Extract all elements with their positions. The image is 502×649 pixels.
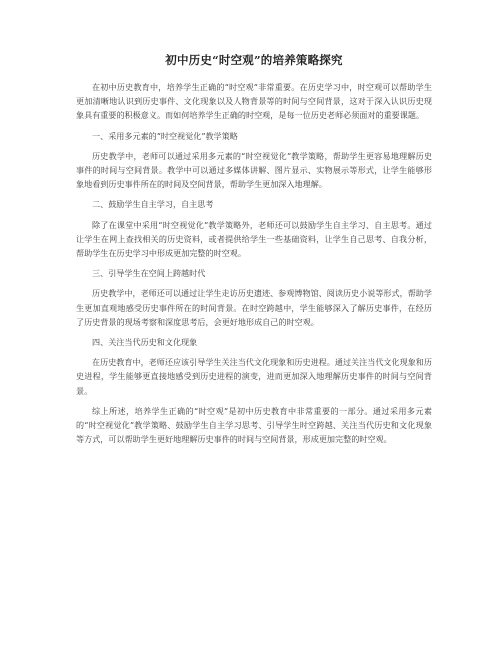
section-heading-2: 二、鼓励学生自主学习，自主思考: [92, 199, 214, 210]
section-heading-3: 三、引导学生在空间上跨越时代: [92, 268, 206, 279]
section-body-1: 历史教学中，老师可以通过采用多元素的“时空视觉化”教学策略，帮助学生更容易地理解历史事件的时间与空间背景。教学中可以通过多媒体讲解、图片显示、实物展示等形式，让学生能够形象地看到历史事件所在的时间及空间背景，帮助学生更加深入地理解。: [76, 150, 432, 190]
section-body-2: 除了在课堂中采用“时空视觉化”教学策略外，老师还可以鼓励学生自主学习、自主思考。通过让学生在网上查找相关的历史资料，或者提供给学生一些基础资料，让学生自己思考、自我分析，帮助学生在历史学习中形成更加完整的时空观。: [76, 219, 432, 259]
section-heading-4: 四、关注当代历史和文化现象: [92, 337, 198, 348]
section-body-3: 历史教学中，老师还可以通过让学生走访历史遗迹、参观博物馆、阅读历史小说等形式，帮助学生更加直观地感受历史事件所在的时间背景。在时空跨越中，学生能够深入了解历史事件，在经历了历史背景的现场考察和深度思考后，会更好地形成自己的时空观。: [76, 288, 432, 327]
section-body-4: 在历史教育中，老师还应该引导学生关注当代文化现象和历史进程。通过关注当代文化现象和历史进程，学生能够更直接地感受到历史进程的演变，进而更加深入地理解历史事件的时间与空间背景。: [76, 357, 432, 396]
intro-paragraph: 在初中历史教育中，培养学生正确的“时空观”非常重要。在历史学习中，时空观可以帮助学生更加清晰地认识到历史事件、文化现象以及人物背景等的时间与空间背景，这对于深入认识历史现象具有重要的积极意义。而如何培养学生正确的时空观，是每一位历史老师必须面对的重要课题。: [76, 82, 432, 121]
section-heading-1: 一、采用多元素的“时空视觉化”教学策略: [92, 130, 238, 141]
conclusion-paragraph: 综上所述，培养学生正确的“时空观”是初中历史教育中非常重要的一部分。通过采用多元素的“时空视觉化”教学策略、鼓励学生自主学习思考、引导学生时空跨越、关注当代历史和文化现象等方式，可以帮助学生更好地理解历史事件的时间与空间背景，形成更加完整的时空观。: [76, 405, 432, 445]
document-title: 初中历史“时空观”的培养策略探究: [165, 53, 343, 67]
